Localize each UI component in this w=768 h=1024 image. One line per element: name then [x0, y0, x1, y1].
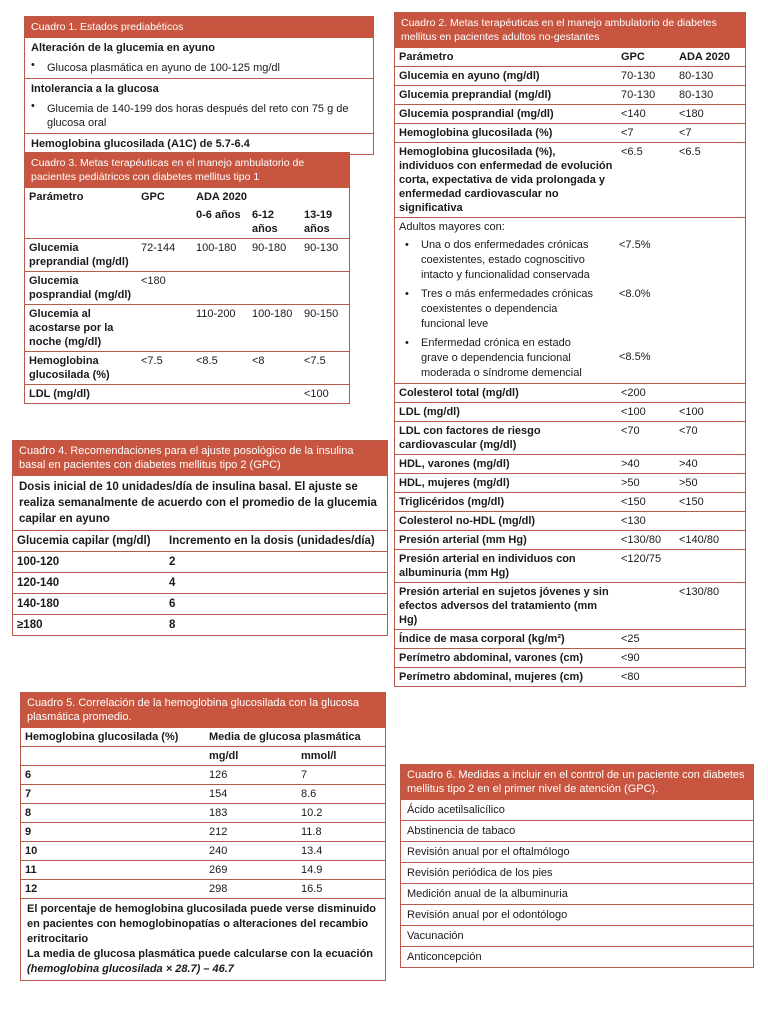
table-row [25, 352, 349, 385]
hba1c-note: El porcentaje de hemoglobina glucosilada puede verse disminuido en pacientes con hemoglobinopatías o alteraciones del recambio eritrocitario [27, 903, 377, 945]
table-row [21, 785, 385, 804]
elderly-target: <7.5% [619, 239, 651, 251]
table-row [395, 403, 745, 422]
table-cell: Glucemia preprandial (mg/dl) [25, 239, 137, 272]
table-cell [675, 384, 745, 403]
table-row [395, 512, 745, 531]
table-row [13, 594, 387, 615]
table-cell: 100-120 [13, 552, 165, 573]
measure-item: Ácido acetilsalicílico [407, 804, 505, 816]
table-row [395, 384, 745, 403]
table-cell: 12 [21, 880, 205, 899]
table-cell: 154 [205, 785, 297, 804]
table-cell: 13.4 [297, 842, 385, 861]
table-cell: HDL, varones (mg/dl) [395, 455, 617, 474]
measure-item: Medición anual de la albuminuria [401, 883, 753, 904]
dosing-intro: Dosis inicial de 10 unidades/día de insulina basal. El ajuste se realiza semanalmente de acuerdo con el promedio de la glucemia capilar en ayuno [19, 481, 377, 525]
table-cell: <100 [300, 385, 349, 404]
table-cell: <8.5 [192, 352, 248, 385]
table-cell: 2 [165, 552, 387, 573]
cuadro-3-table [25, 188, 349, 403]
table-cell: 80-130 [675, 67, 745, 86]
table-cell: Glucemia preprandial (mg/dl) [395, 86, 617, 105]
table-cell: <120/75 [617, 550, 675, 583]
table-row [395, 550, 745, 583]
table-row [13, 573, 387, 594]
measure-item: Anticoncepción [401, 946, 753, 967]
table-cell: <150 [675, 493, 745, 512]
table-cell: 212 [205, 823, 297, 842]
table-row [395, 583, 745, 630]
table-cell: <25 [617, 630, 675, 649]
table-cell: Hemoglobina glucosilada (%) [25, 352, 137, 385]
table-cell: <7 [675, 124, 745, 143]
elderly-condition: • Una o dos enfermedades crónicas coexistentes, estado cognoscitivo intacto y funcionalidad conservada [399, 238, 595, 283]
column-header: GPC [621, 51, 645, 63]
table-cell: <7 [617, 124, 675, 143]
table-cell: <7.5 [137, 352, 192, 385]
table-cell [675, 550, 745, 583]
age-header: 0-6 años [196, 209, 241, 221]
table-cell: Glucemia en ayuno (mg/dl) [395, 67, 617, 86]
measure-item: Abstinencia de tabaco [401, 820, 753, 841]
elderly-target: <8.5% [619, 351, 651, 363]
table-cell: <200 [617, 384, 675, 403]
table-cell: Glucemia posprandial (mg/dl) [395, 105, 617, 124]
cuadro-2 [394, 12, 746, 687]
table-cell: 70-130 [617, 86, 675, 105]
prediabetes-section-heading: Alteración de la glucemia en ayuno [31, 42, 215, 54]
table-cell: Presión arterial en individuos con albuminuria (mm Hg) [395, 550, 617, 583]
elderly-item [395, 236, 745, 285]
table-cell: LDL (mg/dl) [25, 385, 137, 404]
cuadro-4 [12, 440, 388, 636]
table-row [395, 474, 745, 493]
table-cell: 70-130 [617, 67, 675, 86]
table-row [25, 239, 349, 272]
table-cell: 7 [21, 785, 205, 804]
cuadro-2-title: Cuadro 2. Metas terapéuticas en el manejo ambulatorio de diabetes mellitus en pacientes adultos no-gestantes [395, 13, 745, 48]
elderly-condition: • Enfermedad crónica en estado grave o dependencia funcional moderada o síndrome demencial [399, 336, 595, 381]
column-header: Glucemia capilar (mg/dl) [13, 531, 165, 552]
measure-item: Revisión anual por el oftalmólogo [401, 841, 753, 862]
unit-header: mmol/l [297, 747, 385, 766]
table-cell: 7 [297, 766, 385, 785]
cuadro-5 [20, 692, 386, 981]
table-cell: <80 [617, 668, 675, 687]
column-header: GPC [141, 191, 165, 203]
cuadro-1-title: Cuadro 1. Estados prediabéticos [25, 17, 373, 38]
table-row [21, 804, 385, 823]
table-row [13, 552, 387, 573]
table-cell: 80-130 [675, 86, 745, 105]
table-row [395, 455, 745, 474]
elderly-heading: Adultos mayores con: [399, 221, 505, 233]
table-row [21, 823, 385, 842]
table-row [25, 385, 349, 404]
elderly-item [395, 334, 745, 383]
table-cell: 183 [205, 804, 297, 823]
table-cell: <100 [675, 403, 745, 422]
table-cell: <140/80 [675, 531, 745, 550]
hba1c-note [27, 947, 379, 977]
column-header: Parámetro [399, 51, 454, 63]
measures-list [401, 800, 753, 967]
table-cell: 100-180 [248, 305, 300, 352]
table-cell: <130/80 [617, 531, 675, 550]
table-row [21, 766, 385, 785]
table-cell [248, 385, 300, 404]
table-row [395, 668, 745, 687]
cuadro-4-table [13, 530, 387, 635]
table-cell: <8 [248, 352, 300, 385]
table-cell: 14.9 [297, 861, 385, 880]
table-cell: >50 [675, 474, 745, 493]
table-cell: <150 [617, 493, 675, 512]
table-cell: <130 [617, 512, 675, 531]
table-cell [675, 512, 745, 531]
age-header: 6-12 años [252, 209, 278, 235]
table-cell: Triglicéridos (mg/dl) [395, 493, 617, 512]
column-header: ADA 2020 [196, 191, 247, 203]
table-cell [300, 272, 349, 305]
cuadro-3-title: Cuadro 3. Metas terapéuticas en el manejo ambulatorio de pacientes pediátricos con diabetes mellitus tipo 1 [25, 153, 349, 188]
cuadro-6 [400, 764, 754, 968]
table-row [395, 649, 745, 668]
table-cell: <7.5 [300, 352, 349, 385]
table-cell: 11 [21, 861, 205, 880]
column-header: Media de glucosa plasmática [209, 731, 361, 743]
table-cell: 100-180 [192, 239, 248, 272]
table-cell: 110-200 [192, 305, 248, 352]
cuadro-6-title: Cuadro 6. Medidas a incluir en el control de un paciente con diabetes mellitus tipo 2 en el primer nivel de atención (GPC). [401, 765, 753, 800]
table-row [21, 842, 385, 861]
table-cell: 8 [165, 615, 387, 636]
table-cell: Colesterol total (mg/dl) [395, 384, 617, 403]
table-cell: 6 [165, 594, 387, 615]
table-cell [675, 668, 745, 687]
table-cell: Presión arterial en sujetos jóvenes y sin efectos adversos del tratamiento (mm Hg) [395, 583, 617, 630]
table-cell: Índice de masa corporal (kg/m²) [395, 630, 617, 649]
table-cell: Presión arterial (mm Hg) [395, 531, 617, 550]
table-cell [675, 649, 745, 668]
table-cell: 8.6 [297, 785, 385, 804]
unit-header: mg/dl [205, 747, 297, 766]
table-row [25, 272, 349, 305]
table-cell [675, 630, 745, 649]
measure-item: Vacunación [401, 925, 753, 946]
table-cell: HDL, mujeres (mg/dl) [395, 474, 617, 493]
elderly-target: <8.0% [619, 288, 651, 300]
table-cell: >40 [675, 455, 745, 474]
table-row [395, 124, 745, 143]
table-cell [192, 385, 248, 404]
table-cell: 126 [205, 766, 297, 785]
table-row [395, 105, 745, 124]
table-cell: <6.5 [675, 143, 745, 218]
prediabetes-section-heading: Hemoglobina glucosilada (A1C) de 5.7-6.4 [25, 133, 373, 154]
table-cell: <90 [617, 649, 675, 668]
table-cell [617, 583, 675, 630]
table-cell [248, 272, 300, 305]
table-row [395, 143, 745, 218]
column-header: ADA 2020 [679, 51, 730, 63]
table-cell: <100 [617, 403, 675, 422]
prediabetes-item: • Glucosa plasmática en ayuno de 100-125 mg/dl [25, 58, 373, 78]
table-cell: 269 [205, 861, 297, 880]
table-row [395, 67, 745, 86]
cuadro-2-table [395, 48, 745, 686]
table-cell: 4 [165, 573, 387, 594]
cuadro-3 [24, 152, 350, 404]
table-cell: 240 [205, 842, 297, 861]
table-cell: Hemoglobina glucosilada (%), individuos con enfermedad de evolución corta, expectativa de vida prolongada y enfermedad cardiovascular no significativa [395, 143, 617, 218]
prediabetes-item: • Glucemia de 140-199 dos horas después del reto con 75 g de glucosa oral [25, 99, 373, 133]
table-cell: 90-180 [248, 239, 300, 272]
table-cell: 9 [21, 823, 205, 842]
table-cell: <70 [617, 422, 675, 455]
table-cell: 6 [21, 766, 205, 785]
measure-item: Revisión anual por el odontólogo [401, 904, 753, 925]
cuadro-5-table [21, 728, 385, 898]
table-cell: 16.5 [297, 880, 385, 899]
hba1c-formula: (hemoglobina glucosilada × 28.7) – 46.7 [27, 963, 234, 975]
table-row [21, 861, 385, 880]
table-row [395, 422, 745, 455]
table-cell: Glucemia posprandial (mg/dl) [25, 272, 137, 305]
table-cell: 120-140 [13, 573, 165, 594]
column-header: Incremento en la dosis (unidades/día) [165, 531, 387, 552]
table-cell: 90-130 [300, 239, 349, 272]
table-cell: 10 [21, 842, 205, 861]
cuadro-5-title: Cuadro 5. Correlación de la hemoglobina glucosilada con la glucosa plasmática promedio. [21, 693, 385, 728]
table-row [395, 531, 745, 550]
table-cell: 140-180 [13, 594, 165, 615]
table-row [25, 305, 349, 352]
table-cell: <180 [675, 105, 745, 124]
table-row [395, 493, 745, 512]
table-row [21, 880, 385, 899]
table-cell [137, 385, 192, 404]
table-cell: 10.2 [297, 804, 385, 823]
table-cell: 90-150 [300, 305, 349, 352]
table-cell [192, 272, 248, 305]
cuadro-4-title: Cuadro 4. Recomendaciones para el ajuste posológico de la insulina basal en pacientes con diabetes mellitus tipo 2 (GPC) [13, 441, 387, 476]
table-cell: 8 [21, 804, 205, 823]
table-cell: <140 [617, 105, 675, 124]
table-cell: LDL con factores de riesgo cardiovascular (mg/dl) [395, 422, 617, 455]
table-cell: 298 [205, 880, 297, 899]
elderly-condition: • Tres o más enfermedades crónicas coexistentes o dependencia funcional leve [399, 287, 595, 332]
table-cell: <6.5 [617, 143, 675, 218]
table-cell: Perímetro abdominal, varones (cm) [395, 649, 617, 668]
table-cell: 72-144 [137, 239, 192, 272]
column-header: Hemoglobina glucosilada (%) [25, 731, 179, 743]
table-cell: Hemoglobina glucosilada (%) [395, 124, 617, 143]
table-cell: Perímetro abdominal, mujeres (cm) [395, 668, 617, 687]
table-cell: <180 [137, 272, 192, 305]
table-cell [137, 305, 192, 352]
table-cell: LDL (mg/dl) [395, 403, 617, 422]
table-cell: Colesterol no-HDL (mg/dl) [395, 512, 617, 531]
table-cell: ≥180 [13, 615, 165, 636]
prediabetes-section-heading: Intolerancia a la glucosa [25, 78, 373, 99]
table-cell: <70 [675, 422, 745, 455]
hba1c-note-text: La media de glucosa plasmática puede calcularse con la ecuación [27, 948, 374, 960]
measure-item: Revisión periódica de los pies [401, 862, 753, 883]
column-header: Parámetro [29, 191, 84, 203]
table-cell: >40 [617, 455, 675, 474]
table-cell: Glucemia al acostarse por la noche (mg/dl) [25, 305, 137, 352]
cuadro-1 [24, 16, 374, 155]
table-cell: <130/80 [675, 583, 745, 630]
table-row [395, 86, 745, 105]
table-cell: >50 [617, 474, 675, 493]
table-row [13, 615, 387, 636]
table-row [395, 630, 745, 649]
elderly-item [395, 285, 745, 334]
table-cell: 11.8 [297, 823, 385, 842]
age-header: 13-19 años [304, 209, 333, 235]
